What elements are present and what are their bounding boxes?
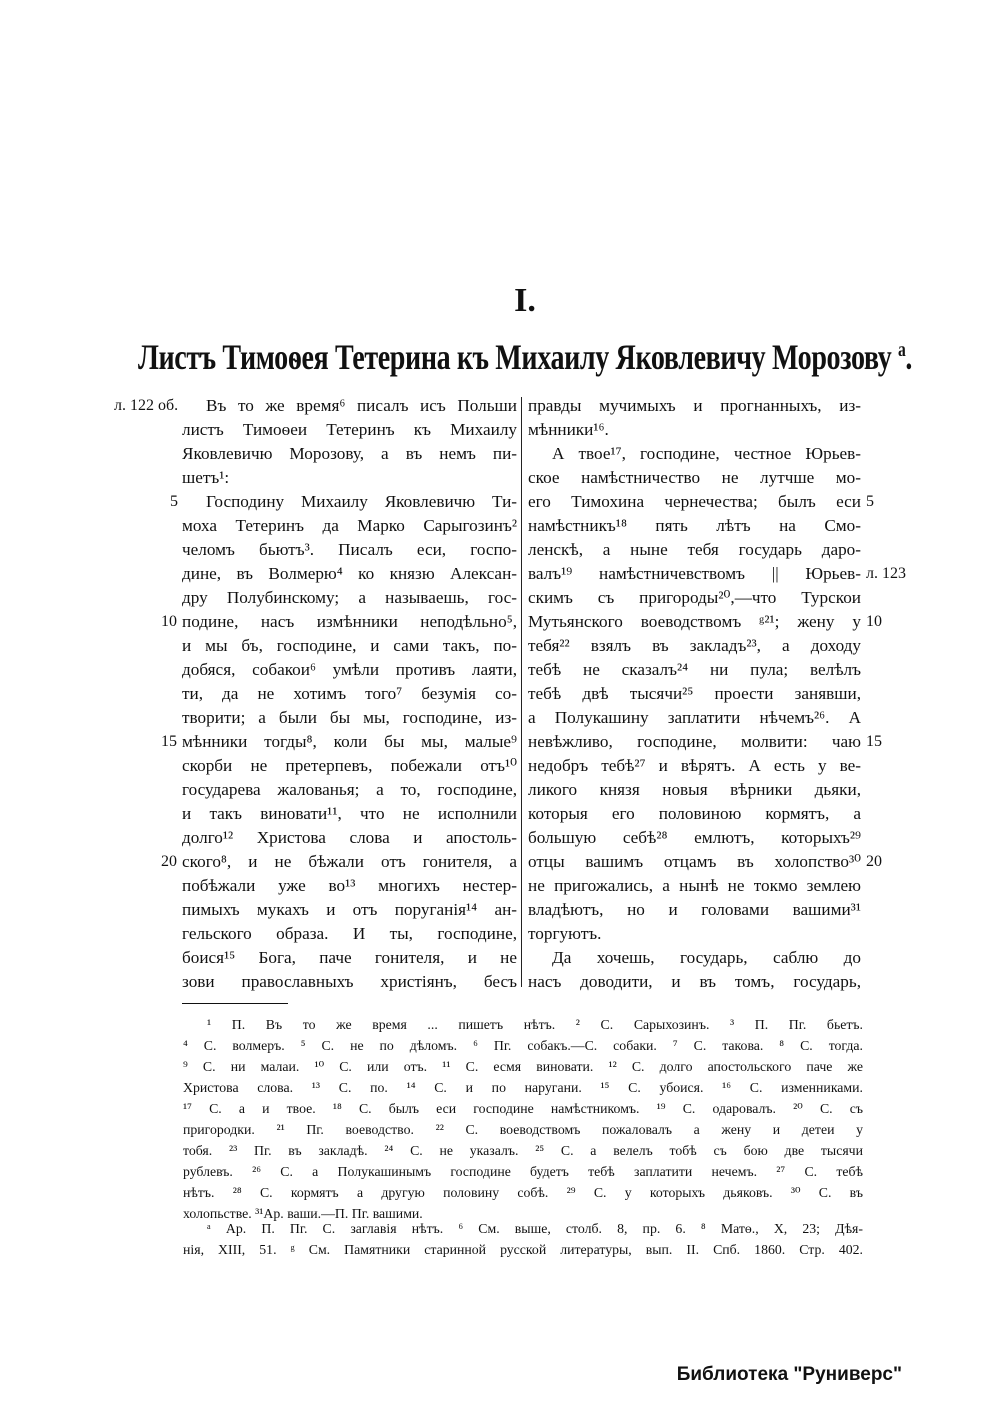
text-line: ти, да не хотимъ того⁷ безумія со- bbox=[182, 684, 517, 703]
text-line: Да хочешь, государь, саблю до bbox=[552, 948, 861, 967]
text-line: мѣнники тогды⁸, коли бы мы, малые⁹ bbox=[182, 732, 517, 751]
column-divider bbox=[521, 397, 522, 987]
footnote-line: ⁴ С. волмеръ. ⁵ С. не по дѣломъ. ⁶ Пг. собакъ.—С. собаки. ⁷ С. такова. ⁸ С. тогда. bbox=[183, 1038, 863, 1053]
text-line: скорби не претерпевъ, побежали отъ¹⁰ bbox=[182, 756, 517, 775]
text-column-left bbox=[182, 394, 517, 994]
text-line: А твое¹⁷, господине, честное Юрьев- bbox=[552, 444, 861, 463]
footnote-line: ¹ П. Въ то же время ... пишетъ нѣтъ. ² С. Сарыхозинъ. ³ П. Пг. бьетъ. bbox=[207, 1017, 863, 1032]
text-line: и мы бъ, господине, и сами такъ, по- bbox=[182, 636, 517, 655]
footnote-line: холопьстве. ³¹Ар. ваши.—П. Пг. вашими. bbox=[183, 1206, 423, 1221]
text-line: валъ¹⁹ намѣстничевствомъ || Юрьев- bbox=[528, 564, 861, 583]
line-number: 15 bbox=[866, 733, 882, 750]
text-line: большую себѣ²⁸ емлютъ, которыхъ²⁹ bbox=[528, 828, 861, 847]
text-line: Мутьянского воеводствомъ ᵍ²¹; жену у bbox=[528, 612, 861, 631]
text-line: скимъ съ пригороды²⁰,—что Турскои bbox=[528, 588, 861, 607]
line-number: 5 bbox=[170, 493, 178, 510]
footnote-line: нѣтъ. ²⁸ С. кормятъ а другую половину собѣ. ²⁹ С. у которыхъ дьяковъ. ³⁰ С. въ bbox=[183, 1185, 863, 1200]
text-line: владѣютъ, но и головами вашими³¹ bbox=[528, 900, 861, 919]
text-line: шетъ¹: bbox=[182, 468, 230, 487]
text-line: листъ Тимоѳеи Тетеринъ къ Михаилу bbox=[182, 420, 517, 439]
text-line: торгуютъ. bbox=[528, 924, 602, 943]
text-line: творити; а были бы мы, господине, из- bbox=[182, 708, 517, 727]
text-line: недобръ тебѣ²⁷ и вѣрятъ. А есть у ве- bbox=[528, 756, 861, 775]
text-line: дине, въ Волмерю⁴ ко князю Алексан- bbox=[182, 564, 517, 583]
folio-ref-right: л. 123 bbox=[866, 565, 906, 582]
text-line: мѣнники¹⁶. bbox=[528, 420, 609, 439]
text-line: ликого князя новыя вѣрники дьяки, bbox=[528, 780, 861, 799]
text-line: которыя его половиною кормятъ, а bbox=[528, 804, 861, 823]
text-line: гельского образа. И ты, господине, bbox=[182, 924, 517, 943]
title-footnote-mark: а bbox=[897, 339, 906, 361]
text-line: побѣжали уже во¹³ многихъ нестер- bbox=[182, 876, 517, 895]
text-line: его Тимохина чернечества; былъ еси bbox=[528, 492, 861, 511]
title-text: Листъ Тимоѳея Тетерина къ Михаилу Яковлевичу Морозову bbox=[137, 337, 892, 377]
text-line: насъ доводити, и въ томъ, государь, bbox=[528, 972, 861, 991]
text-line: тебѣ двѣ тысячи²⁵ проести занявши, bbox=[528, 684, 861, 703]
footnote-line: Христова слова. ¹³ С. по. ¹⁴ С. и по наругани. ¹⁵ С. убоися. ¹⁶ С. изменниками. bbox=[183, 1080, 863, 1095]
text-line: правды мучимыхъ и прогнанныхъ, из- bbox=[528, 396, 861, 415]
text-line: Въ то же время⁶ писалъ исъ Польши bbox=[206, 396, 517, 415]
folio-ref-left: л. 122 об. bbox=[114, 397, 179, 414]
text-line: государева жалованья; а то, господине, bbox=[182, 780, 517, 799]
footnote-line: ⁹ С. ни малаи. ¹⁰ С. или отъ. ¹¹ С. есмя виновати. ¹² С. долго апостольского паче же bbox=[183, 1059, 863, 1074]
text-line: а Полукашину заплатити нѣчемъ²⁶. А bbox=[528, 708, 861, 727]
line-number: 10 bbox=[161, 613, 177, 630]
text-line: моха Тетеринъ да Марко Сарыгозинъ² bbox=[182, 516, 517, 535]
text-line: ленскѣ, а ныне тебя государь даро- bbox=[528, 540, 861, 559]
text-line: Яковлевичю Морозову, а въ немъ пи- bbox=[182, 444, 517, 463]
text-line: не пригожались, а нынѣ не токмо землею bbox=[528, 876, 861, 895]
text-line: пимыхъ мукахъ и отъ поруганія¹⁴ ан- bbox=[182, 900, 517, 919]
line-number: 20 bbox=[161, 853, 177, 870]
section-numeral: I. bbox=[514, 282, 536, 319]
text-line: отцы вашимъ отцамъ въ холопство³⁰ bbox=[528, 852, 861, 871]
editorial-note-line: ᵃ Ар. П. Пг. С. заглавія нѣтъ. ⁶ См. выше, столб. 8, пр. 6. ⁸ Матѳ., X, 23; Дѣя- bbox=[207, 1221, 863, 1236]
text-line: ского⁸, и не бѣжали отъ гонителя, а bbox=[182, 852, 517, 871]
text-line: ское намѣстничество не лутчше мо- bbox=[528, 468, 861, 487]
text-line: челомъ бьютъ³. Писалъ еси, госпо- bbox=[182, 540, 517, 559]
line-number: 15 bbox=[161, 733, 177, 750]
footnote-line: пригородки. ²¹ Пг. воеводство. ²² С. воеводствомъ пожаловалъ а жену и детеи у bbox=[183, 1122, 863, 1137]
text-line: зови православныхъ христіянъ, бесъ bbox=[182, 972, 517, 991]
text-line: невѣжливо, господине, молвити: чаю bbox=[528, 732, 861, 751]
editorial-note-line: нія, XIII, 51. ᵍ См. Памятники старинной русской литературы, вып. II. Спб. 1860. Стр. 402. bbox=[183, 1242, 863, 1257]
footnote-line: тобя. ²³ Пг. въ закладѣ. ²⁴ С. не указалъ. ²⁵ С. а велелъ тобѣ съ бою две тысячи bbox=[183, 1143, 863, 1158]
footnotes bbox=[183, 1014, 863, 1224]
text-line: тебѣ не сказалъ²⁴ ни пула; велѣлъ bbox=[528, 660, 861, 679]
text-line: добяся, собакои⁶ умѣли противъ лаяти, bbox=[182, 660, 517, 679]
text-column-right bbox=[528, 394, 861, 994]
document-title: Листъ Тимоѳея Тетерина къ Михаилу Яковлевичу Морозову $^а$. bbox=[137, 337, 913, 377]
text-line: дру Полубинскому; а называешь, гос- bbox=[182, 588, 517, 607]
footnote-line: рублевъ. ²⁶ С. а Полукашинымъ господине будетъ тебѣ заплатити нечемъ. ²⁷ С. тебѣ bbox=[183, 1164, 863, 1179]
line-number: 10 bbox=[866, 613, 882, 630]
text-line: подине, насъ измѣнники неподѣльно⁵, bbox=[182, 612, 517, 631]
line-number: 20 bbox=[866, 853, 882, 870]
line-number: 5 bbox=[866, 493, 874, 510]
text-line: и такъ виновати¹¹, что не исполнили bbox=[182, 804, 517, 823]
text-line: тебя²² взялъ въ закладъ²³, а доходу bbox=[528, 636, 861, 655]
text-line: долго¹² Христова слова и апостоль- bbox=[182, 828, 517, 847]
text-line: Господину Михаилу Яковлевичю Ти- bbox=[206, 492, 517, 511]
library-watermark: Библиотека "Руниверс" bbox=[676, 1364, 902, 1385]
text-line: намѣстникъ¹⁸ пять лѣтъ на Смо- bbox=[528, 516, 861, 535]
footnote-rule bbox=[182, 1003, 288, 1004]
footnote-line: ¹⁷ С. а и твое. ¹⁸ С. былъ еси господине намѣстникомъ. ¹⁹ С. одаровалъ. ²⁰ С. съ bbox=[183, 1101, 863, 1116]
text-line: боися¹⁵ Бога, паче гонителя, и не bbox=[182, 948, 517, 967]
editorial-notes bbox=[183, 1218, 863, 1260]
